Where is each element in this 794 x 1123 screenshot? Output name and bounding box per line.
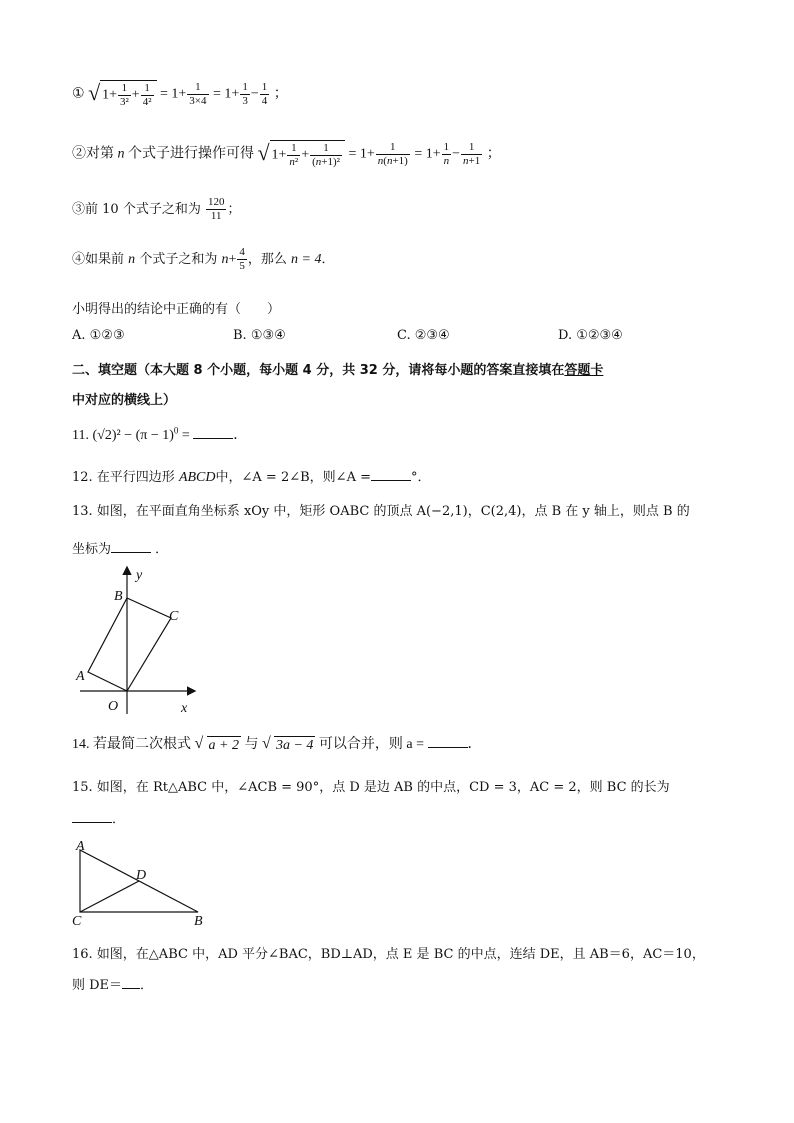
q11-blank[interactable]	[193, 426, 233, 439]
answer-card-link: 答题卡	[564, 363, 604, 378]
option-b[interactable]: B. ①③④	[233, 328, 286, 343]
statement-4-tail: ，那么	[247, 252, 287, 267]
q12-end: °．	[410, 470, 431, 485]
statement-2: ②对第 n 个式子进行操作可得 √ 1+ $\frac{1}{\text{n²}}$ + $\frac{1}{\text{(n+1)²}}$ = 1+ $\frac{1}{n(n+1)}$ = 1+ $\frac{1}{n}$ − $\frac{1}{n+1}$ ；	[72, 140, 501, 168]
label-B: B	[114, 589, 123, 604]
statement-3	[72, 196, 240, 223]
statement-1: ① √ 1+ $\frac{1}{\text{3²}}$ + $\frac{1}{\text{4²}}$ = 1+ $\frac{1}{3\times 4}$ = 1+ $\frac{1}{3}$ − $\frac{1}{4}$ ；	[72, 80, 288, 108]
label-C: C	[72, 914, 82, 928]
section-heading	[72, 359, 603, 378]
q11: 11. $(√2)^2 - (\pi - 1)^0$ = ．	[72, 425, 248, 443]
option-d[interactable]: D. ①②③④	[558, 328, 623, 343]
q15-line1: 15. 如图，在 Rt△ABC 中，∠ACB = 90°，点 D 是边 AB 的中点，CD = 3，AC = 2，则 BC 的长为	[72, 780, 670, 795]
label-x: x	[181, 701, 188, 716]
figure-13	[70, 562, 210, 720]
q14-radicand-2: 3a − 4	[275, 737, 314, 753]
statement-3-marker: ③	[72, 202, 86, 217]
statement-3-fraction	[206, 196, 227, 223]
statement-4-end: ．	[321, 252, 335, 267]
q13-end: ．	[155, 542, 169, 557]
q13-line1: 13. 如图，在平面直角坐标系 xOy 中，矩形 OABC 的顶点 A(−2,1)，C(2,4)，点 B 在 y 轴上，则点 B 的	[72, 504, 690, 519]
q14-end: ．	[467, 737, 482, 752]
q14-text-a: 14. 若最简二次根式	[72, 737, 191, 752]
statement-2-middle: 个式子进行操作可得	[128, 146, 254, 162]
section-title-a: 二、填空题（本大题 8 个小题，每小题 4 分，共 32 分，请将每小题的答案直接填在	[72, 363, 565, 378]
statement-4-fraction	[237, 246, 247, 273]
rectangle-OABC	[88, 598, 171, 691]
label-C: C	[169, 609, 179, 624]
figure-15	[70, 836, 215, 928]
statement-1-marker: ①	[72, 86, 85, 102]
q16-blank[interactable]	[122, 976, 140, 989]
q16-line1: 16. 如图，在△ABC 中，AD 平分∠BAC，BD⊥AD，点 E 是 BC 的中点，连结 DE，且 AB＝6，AC＝10，	[72, 947, 705, 962]
statement-2-var: n	[117, 146, 125, 162]
label-D: D	[136, 868, 147, 883]
statement-4-marker: ④	[72, 252, 86, 267]
radical-expression-n: √ 1+ $\frac{1}{\text{n²}}$ + $\frac{1}{\text{(n+1)²}}$	[258, 140, 345, 169]
q14-text-b: 可以合并，则 a =	[318, 737, 425, 752]
q16-line2-text: 则 DE＝	[72, 978, 123, 993]
statement-2-prefix: 对第	[86, 146, 114, 162]
segment-CD	[80, 881, 139, 912]
section-heading-cont: 中对应的横线上）	[72, 393, 177, 408]
q14-blank[interactable]	[428, 735, 468, 748]
statement-1-tail: ；	[273, 86, 288, 102]
question-text: 小明得出的结论中正确的有（ ）	[72, 302, 281, 317]
q14-mid: 与	[244, 737, 259, 752]
q11-number: 11.	[72, 428, 89, 443]
q15-end: ．	[112, 812, 126, 827]
label-B: B	[194, 914, 203, 928]
label-A: A	[76, 669, 85, 684]
statement-2-tail: ；	[486, 146, 501, 162]
statement-4-eq: n = 4	[291, 252, 322, 267]
q16-line2	[72, 974, 153, 993]
q15-line2	[72, 808, 125, 827]
statement-2-marker: ②	[72, 146, 86, 162]
q13-line2-text: 坐标为	[72, 542, 112, 557]
q14-radical-2: √ 3a − 4	[261, 734, 314, 753]
statement-4-prefix: 如果前	[85, 252, 125, 267]
q12	[72, 466, 431, 486]
option-a[interactable]: A. ①②③	[72, 328, 125, 343]
label-A: A	[76, 839, 85, 854]
q11-end: ．	[233, 428, 248, 443]
q15-blank[interactable]	[72, 810, 112, 823]
q12-text-a: 12. 在平行四边形	[72, 470, 175, 485]
frac-den: 11	[210, 210, 222, 222]
q13-blank[interactable]	[111, 540, 151, 553]
statement-4: ④如果前 n 个式子之和为 n+ $\frac{4}{5}$ ，那么 n = 4．	[72, 246, 335, 272]
statement-3-tail: ；	[227, 202, 241, 217]
statement-4-middle: 个式子之和为	[139, 252, 218, 267]
q16-end: ．	[140, 978, 154, 993]
statement-4-var: n	[128, 252, 136, 267]
q12-abcd: ABCD	[178, 470, 216, 485]
statement-3-prefix: 前 10 个式子之和为	[85, 202, 201, 217]
frac-num: 120	[207, 196, 225, 208]
q13-line2	[72, 538, 168, 557]
label-O: O	[108, 699, 119, 714]
q14-radical-1: √ a + 2	[194, 734, 239, 753]
q12-text-b: 中，∠A = 2∠B，则∠A =	[215, 470, 371, 485]
q12-blank[interactable]	[371, 468, 411, 481]
q14	[72, 733, 482, 754]
frac-num: 4	[239, 246, 245, 258]
option-c[interactable]: C. ②③④	[397, 328, 450, 343]
q14-radicand-1: a + 2	[208, 737, 239, 753]
frac-den: 5	[239, 260, 245, 272]
radical-expression: √ 1+ $\frac{1}{\text{3²}}$ + $\frac{1}{\text{4²}}$	[88, 80, 156, 109]
label-y: y	[136, 568, 143, 583]
